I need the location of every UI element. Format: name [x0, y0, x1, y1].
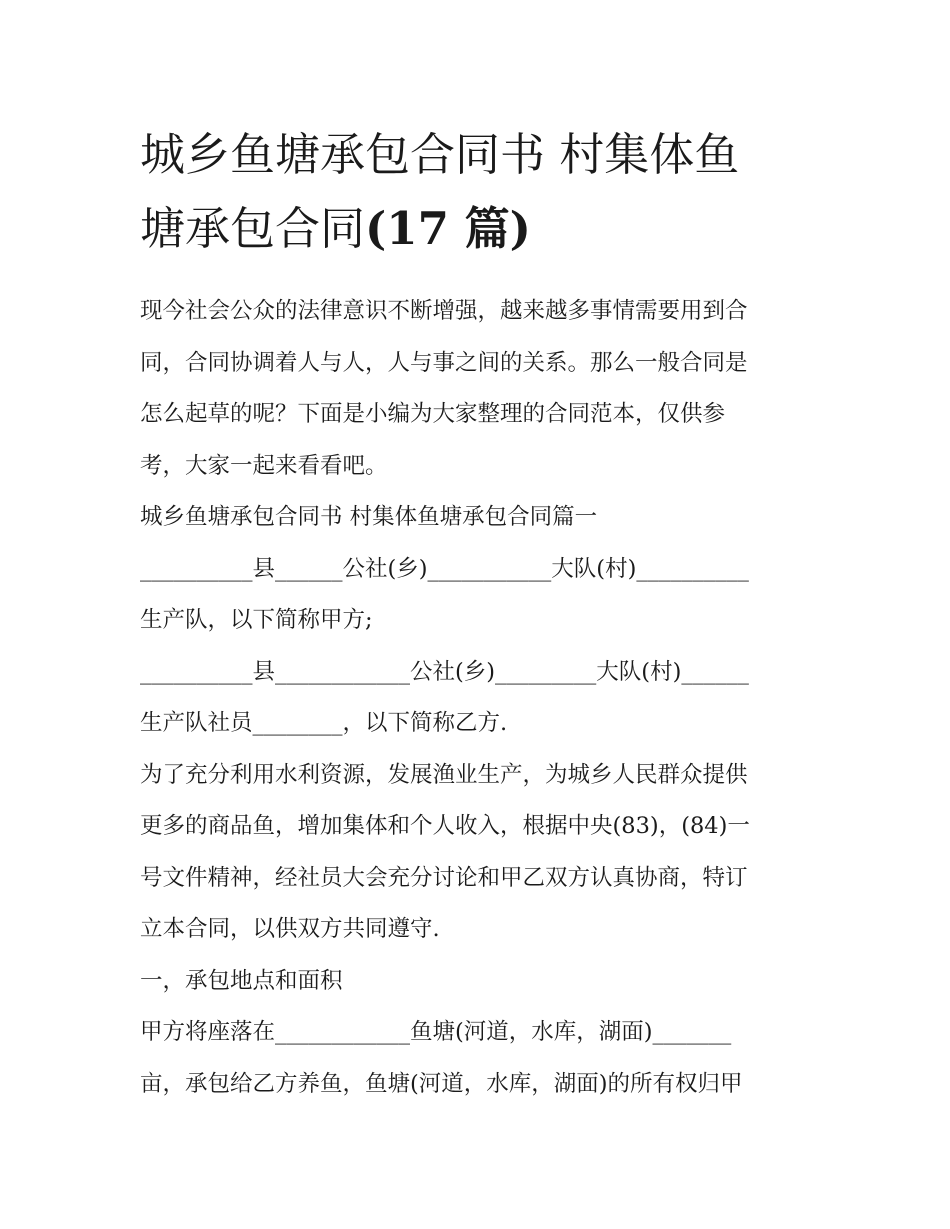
text-line: 为了充分利用水利资源，发展渔业生产，为城乡人民群众提供: [140, 761, 748, 788]
text-line: 怎么起草的呢？下面是小编为大家整理的合同范本，仅供参: [140, 401, 726, 427]
text-line: 生产队社员________，以下简称乙方.: [140, 710, 508, 736]
document-page: [140, 118, 820, 1110]
blank-fill-line: __________县______公社(乡)___________大队(村)__________: [140, 555, 749, 582]
text-line: 亩，承包给乙方养鱼，鱼塘(河道，水库，湖面)的所有权归甲: [140, 1070, 743, 1097]
document-body: [140, 286, 820, 1110]
title-line-1: 城乡鱼塘承包合同书 村集体鱼: [140, 128, 740, 181]
blank-fill-line: 甲方将座落在____________鱼塘(河道，水库，湖面)_______: [140, 1019, 732, 1045]
blank-fill-line: __________县____________公社(乡)_________大队(村)______: [140, 658, 749, 685]
text-line: 立本合同，以供双方共同遵守.: [140, 916, 440, 942]
text-line: 生产队，以下简称甲方;: [140, 607, 373, 633]
document-title: [140, 118, 820, 266]
title-line-2-text: 塘承包合同: [140, 202, 366, 255]
title-line-2: [140, 192, 820, 266]
text-line: 考，大家一起来看看吧。: [140, 452, 388, 479]
section-heading: 城乡鱼塘承包合同书 村集体鱼塘承包合同篇一: [140, 504, 598, 530]
text-line: 号文件精神，经社员大会充分讨论和甲乙双方认真协商，特订: [140, 864, 748, 891]
text-line: 同，合同协调着人与人，人与事之间的关系。那么一般合同是: [140, 349, 748, 376]
text-line: 现今社会公众的法律意识不断增强，越来越多事情需要用到合: [140, 298, 748, 324]
title-count: (17 篇): [365, 202, 531, 255]
clause-heading: 一，承包地点和面积: [140, 967, 343, 994]
text-line: 更多的商品鱼，增加集体和个人收入，根据中央(83)，(84)一: [140, 813, 750, 839]
